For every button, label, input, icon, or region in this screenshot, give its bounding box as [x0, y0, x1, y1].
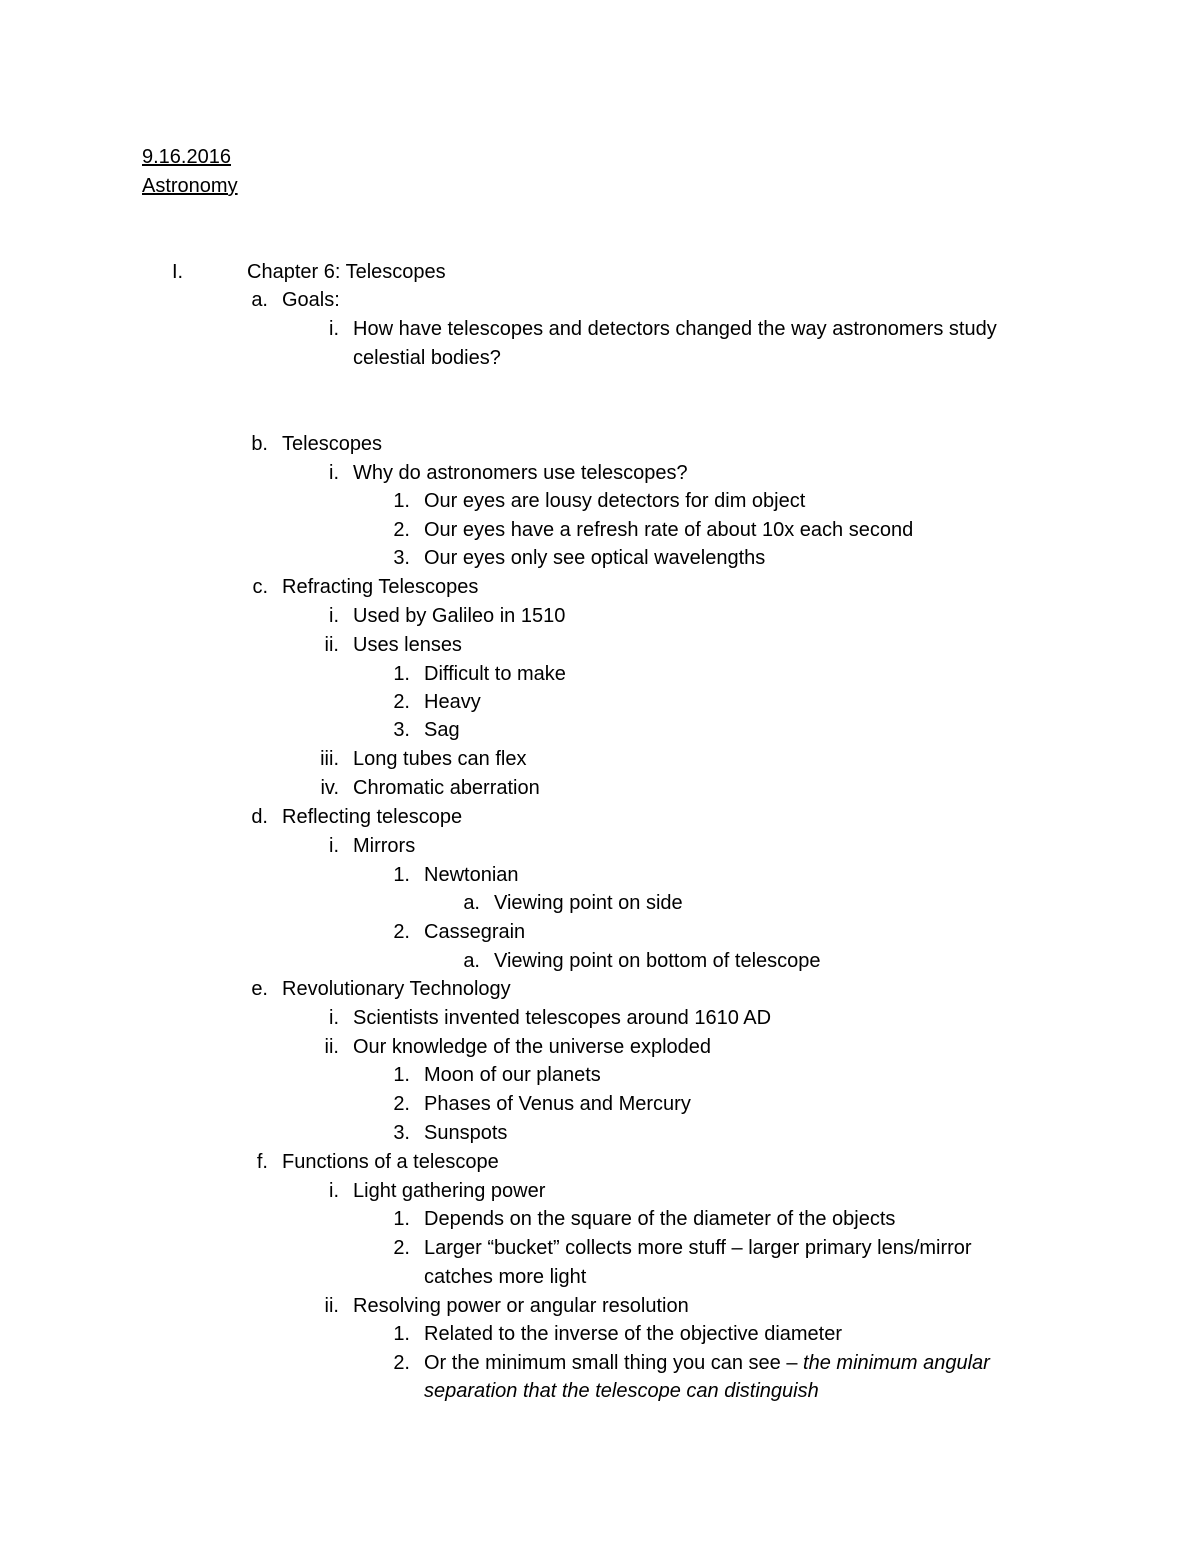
- item-text: Our eyes are lousy detectors for dim object: [424, 490, 806, 512]
- item-text: Long tubes can flex: [353, 748, 527, 770]
- outline-item-light-1: [393, 1205, 896, 1233]
- item-text: Resolving power or angular resolution: [353, 1295, 689, 1317]
- note-date: 9.16.2016: [142, 146, 231, 168]
- item-text: Uses lenses: [353, 634, 462, 656]
- outline-item-rev-ii-1: [393, 1061, 601, 1089]
- outline-item-refracting: [252, 573, 479, 601]
- outline-item-functions: [256, 1148, 499, 1176]
- item-text: Revolutionary Technology: [282, 978, 511, 1000]
- item-marker: a.: [463, 950, 480, 972]
- item-marker: i.: [329, 462, 339, 484]
- item-text: Larger “bucket” collects more stuff – larger primary lens/mirror: [424, 1237, 972, 1259]
- item-text: Why do astronomers use telescopes?: [353, 462, 688, 484]
- outline-item-ref-i: [329, 602, 566, 630]
- item-text: Newtonian: [424, 864, 519, 886]
- item-marker: 1.: [393, 663, 410, 685]
- item-marker: i.: [329, 318, 339, 340]
- outline-item-ref-ii-3: [393, 716, 460, 744]
- item-marker: e.: [251, 978, 268, 1000]
- item-text: Our knowledge of the universe exploded: [353, 1036, 712, 1058]
- item-text: Related to the inverse of the objective diameter: [424, 1323, 843, 1345]
- item-marker: 1.: [393, 1323, 410, 1345]
- outline-item-cassegrain-a: [463, 947, 821, 975]
- item-text: Phases of Venus and Mercury: [424, 1093, 691, 1115]
- item-text: Our eyes only see optical wavelengths: [424, 547, 766, 569]
- outline-item-goals-q1: [329, 315, 997, 343]
- item-text: Reflecting telescope: [282, 806, 463, 828]
- item-marker: 1.: [393, 490, 410, 512]
- item-marker: a.: [251, 289, 268, 311]
- note-subject: Astronomy: [142, 175, 238, 197]
- item-marker: iii.: [320, 748, 339, 770]
- item-marker: 2.: [393, 1237, 410, 1259]
- item-marker: ii.: [324, 1036, 339, 1058]
- outline-item-ref-ii-1: [393, 660, 566, 688]
- outline-item-ref-ii: [324, 631, 462, 659]
- item-text: Moon of our planets: [424, 1064, 601, 1086]
- item-marker: i.: [329, 835, 339, 857]
- item-marker: i.: [329, 605, 339, 627]
- item-text: Heavy: [424, 691, 481, 713]
- item-text: Viewing point on side: [494, 892, 683, 914]
- item-marker: f.: [256, 1151, 268, 1173]
- item-text: Sunspots: [424, 1122, 508, 1144]
- outline-item-newtonian: [393, 861, 519, 889]
- item-marker: 3.: [393, 719, 410, 741]
- item-text: How have telescopes and detectors changed the way astronomers study: [353, 318, 997, 340]
- outline-item-goals: [251, 286, 340, 314]
- outline-item-ref-ii-2: [393, 688, 481, 716]
- item-marker: iv.: [320, 777, 339, 799]
- outline-item-resolving: [324, 1292, 689, 1320]
- outline-item-light: [329, 1177, 546, 1205]
- outline-item-res-2-cont: [424, 1377, 819, 1405]
- item-marker: c.: [252, 576, 268, 598]
- outline-item-rev-ii-2: [393, 1090, 691, 1118]
- item-marker: i.: [329, 1007, 339, 1029]
- item-marker: 1.: [393, 864, 410, 886]
- item-text: Difficult to make: [424, 663, 566, 685]
- item-text: catches more light: [424, 1266, 587, 1288]
- item-text: Our eyes have a refresh rate of about 10x each second: [424, 519, 914, 541]
- item-text: Viewing point on bottom of telescope: [494, 950, 821, 972]
- item-marker: 1.: [393, 1208, 410, 1230]
- outline-item-goals-q1-cont: [353, 344, 501, 372]
- outline-item-light-2: [393, 1234, 972, 1262]
- outline-item-revolutionary: [251, 975, 511, 1003]
- outline-item-why: [329, 459, 688, 487]
- outline-item-rev-ii: [324, 1033, 712, 1061]
- outline-item-light-2-cont: [424, 1263, 586, 1291]
- item-text: Scientists invented telescopes around 1610 AD: [353, 1007, 772, 1029]
- item-italic-text: the minimum angular: [803, 1352, 990, 1374]
- item-text: Mirrors: [353, 835, 416, 857]
- outline-item-res-1: [393, 1320, 843, 1348]
- item-italic-text: separation that the telescope can distinguish: [424, 1380, 819, 1402]
- item-marker: ii.: [324, 1295, 339, 1317]
- item-marker: 2.: [393, 691, 410, 713]
- outline-item-why-3: [393, 544, 766, 572]
- item-marker: ii.: [324, 634, 339, 656]
- item-text: celestial bodies?: [353, 347, 501, 369]
- item-marker: 2.: [393, 1093, 410, 1115]
- item-marker: 2.: [393, 1352, 410, 1374]
- outline-item-why-1: [393, 487, 806, 515]
- outline-item-ref-iv: [320, 774, 540, 802]
- item-marker: 2.: [393, 519, 410, 541]
- outline-item-rev-i: [329, 1004, 772, 1032]
- item-marker: b.: [251, 433, 268, 455]
- item-text: Chromatic aberration: [353, 777, 540, 799]
- item-text: Sag: [424, 719, 460, 741]
- item-marker: 2.: [393, 921, 410, 943]
- item-text: Light gathering power: [353, 1180, 546, 1202]
- item-marker: a.: [463, 892, 480, 914]
- item-marker: 1.: [393, 1064, 410, 1086]
- item-text: Functions of a telescope: [282, 1151, 499, 1173]
- section-marker: I.: [172, 261, 184, 283]
- item-text: Goals:: [282, 289, 340, 311]
- item-marker: 3.: [393, 1122, 410, 1144]
- item-text: Refracting Telescopes: [282, 576, 479, 598]
- outline-item-res-2: [393, 1349, 990, 1377]
- outline-item-rev-ii-3: [393, 1119, 508, 1147]
- outline-item-telescopes: [251, 430, 383, 458]
- item-text: Used by Galileo in 1510: [353, 605, 566, 627]
- item-marker: i.: [329, 1180, 339, 1202]
- outline-item-why-2: [393, 516, 914, 544]
- outline-item-ref-iii: [320, 745, 527, 773]
- outline-item-reflecting: [251, 803, 463, 831]
- outline-item-newtonian-a: [463, 889, 683, 917]
- outline-item-mirrors: [329, 832, 416, 860]
- item-marker: d.: [251, 806, 268, 828]
- item-text: Or the minimum small thing you can see –: [424, 1352, 804, 1374]
- item-text: Depends on the square of the diameter of the objects: [424, 1208, 896, 1230]
- item-marker: 3.: [393, 547, 410, 569]
- item-text: Telescopes: [282, 433, 383, 455]
- item-text: Cassegrain: [424, 921, 526, 943]
- section-title: Chapter 6: Telescopes: [247, 261, 446, 283]
- outline-item-cassegrain: [393, 918, 526, 946]
